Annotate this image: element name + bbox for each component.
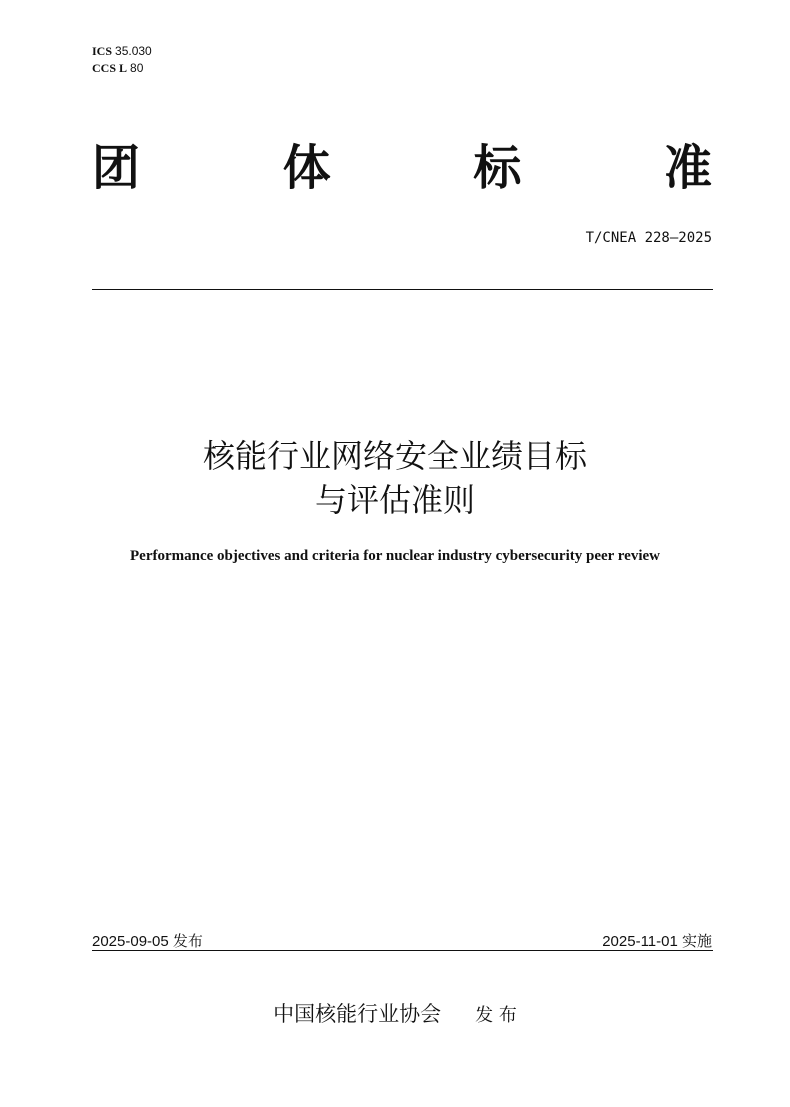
group-standard-heading	[92, 138, 712, 198]
publisher-line	[0, 998, 790, 1028]
ics-code	[92, 43, 152, 60]
heading-char-2: 体	[282, 140, 331, 196]
publisher-name: 中国核能行业协会	[273, 1002, 442, 1026]
top-divider	[92, 289, 713, 290]
publish-date: 2025-09-05 发布	[92, 933, 203, 950]
ics-label: ICS	[92, 44, 113, 58]
classification-codes	[92, 43, 152, 77]
standard-number: T/CNEA 228—2025	[585, 230, 712, 246]
ics-value: 35.030	[115, 44, 152, 58]
bottom-divider	[92, 950, 713, 951]
ccs-code	[92, 60, 152, 77]
ccs-value: 80	[130, 61, 144, 75]
ccs-label: CCS L	[92, 61, 128, 75]
implementation-date: 2025-11-01 实施	[602, 933, 712, 950]
publish-verb: 发 布	[475, 1005, 517, 1026]
chinese-title-line-2: 与评估准则	[314, 481, 475, 519]
heading-char-3: 标	[473, 140, 522, 196]
english-title: Performance objectives and criteria for nuclear industry cybersecurity peer review	[130, 548, 660, 564]
heading-char-1: 团	[92, 140, 141, 196]
heading-char-4: 准	[663, 140, 712, 196]
chinese-title-line-1: 核能行业网络安全业绩目标	[202, 437, 587, 475]
